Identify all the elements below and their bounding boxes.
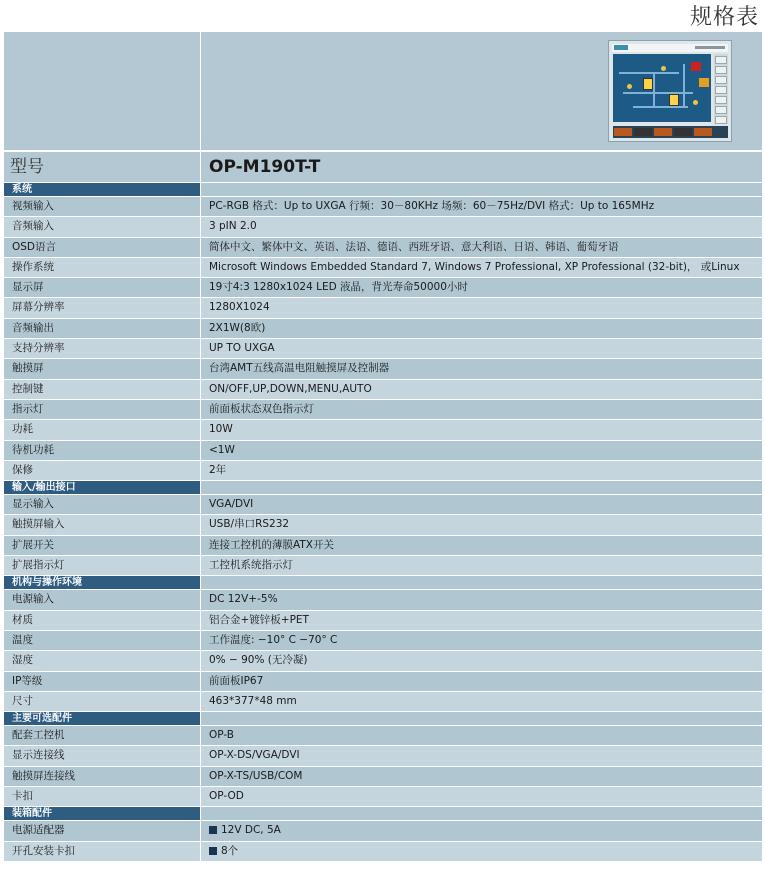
spec-label: 音频输入 <box>4 217 200 236</box>
spec-row <box>4 420 762 440</box>
spec-label: 保修 <box>4 461 200 480</box>
hero-right-cell <box>200 32 762 150</box>
spec-value: <1W <box>200 441 762 460</box>
spec-row <box>4 767 762 787</box>
spec-value: UP TO UXGA <box>200 339 762 358</box>
spec-row <box>4 380 762 400</box>
spec-label: 温度 <box>4 631 200 650</box>
spec-label: 支持分辨率 <box>4 339 200 358</box>
spec-value: 463*377*48 mm <box>200 692 762 711</box>
spec-label: 湿度 <box>4 651 200 670</box>
spec-value: 1280X1024 <box>200 298 762 317</box>
spec-label: 材质 <box>4 611 200 630</box>
spec-label: 功耗 <box>4 420 200 439</box>
spec-row <box>4 556 762 576</box>
spec-label: IP等级 <box>4 672 200 691</box>
spec-value: ON/OFF,UP,DOWN,MENU,AUTO <box>200 380 762 399</box>
spec-row <box>4 536 762 556</box>
spec-row <box>4 339 762 359</box>
spec-value: 0% − 90% (无冷凝) <box>200 651 762 670</box>
section-header <box>4 183 762 197</box>
model-label: 型号 <box>4 152 200 182</box>
spec-value: DC 12V+-5% <box>200 590 762 609</box>
spec-label: 视频输入 <box>4 197 200 216</box>
spec-row <box>4 461 762 481</box>
section-title: 系统 <box>4 183 200 196</box>
spec-row <box>4 258 762 278</box>
spec-value: OP-OD <box>200 787 762 806</box>
spec-label: 显示屏 <box>4 278 200 297</box>
spec-label: 触摸屏连接线 <box>4 767 200 786</box>
spec-label: 扩展开关 <box>4 536 200 555</box>
section-title: 机构与操作环境 <box>4 576 200 589</box>
spec-row <box>4 651 762 671</box>
spec-row <box>4 359 762 379</box>
spec-label: 待机功耗 <box>4 441 200 460</box>
spec-row <box>4 821 762 841</box>
spec-label: 触摸屏 <box>4 359 200 378</box>
spec-row <box>4 278 762 298</box>
section-title: 输入/输出接口 <box>4 481 200 494</box>
section-title: 装箱配件 <box>4 807 200 820</box>
spec-value: 前面板IP67 <box>200 672 762 691</box>
spec-value: PC-RGB 格式：Up to UXGA 行频：30－80KHz 场频：60－75Hz/DVI 格式：Up to 165MHz <box>200 197 762 216</box>
spec-value: 10W <box>200 420 762 439</box>
spec-value-text: 12V DC, 5A <box>221 824 281 837</box>
spec-row <box>4 400 762 420</box>
section-header-blank <box>200 183 762 196</box>
spec-row <box>4 217 762 237</box>
spec-value: OP-B <box>200 726 762 745</box>
spec-label: 屏幕分辨率 <box>4 298 200 317</box>
section-header <box>4 712 762 726</box>
spec-row <box>4 692 762 712</box>
spec-row <box>4 197 762 217</box>
spec-value: OP-X-DS/VGA/DVI <box>200 746 762 765</box>
spec-value: USB/串口RS232 <box>200 515 762 534</box>
spec-row <box>4 298 762 318</box>
model-value: OP-M190T-T <box>200 152 762 182</box>
spec-row <box>4 515 762 535</box>
spec-label: 电源输入 <box>4 590 200 609</box>
spec-label: 扩展指示灯 <box>4 556 200 575</box>
spec-value: 2X1W(8欧) <box>200 319 762 338</box>
section-header <box>4 807 762 821</box>
spec-label: 音频输出 <box>4 319 200 338</box>
spec-label: 卡扣 <box>4 787 200 806</box>
model-row <box>4 152 762 183</box>
spec-value <box>200 842 762 861</box>
section-header-blank <box>200 481 762 494</box>
spec-row <box>4 787 762 807</box>
spec-sections <box>4 183 762 862</box>
spec-value: 连接工控机的薄膜ATX开关 <box>200 536 762 555</box>
spec-row <box>4 590 762 610</box>
square-bullet-icon <box>209 847 217 855</box>
hero-left-cell <box>4 32 200 150</box>
spec-value: 2年 <box>200 461 762 480</box>
spec-label: 显示输入 <box>4 495 200 514</box>
section-header-blank <box>200 807 762 820</box>
spec-value: 铝合金+镀锌板+PET <box>200 611 762 630</box>
spec-value: 19寸4:3 1280x1024 LED 液晶，背光寿命50000小时 <box>200 278 762 297</box>
spec-row <box>4 726 762 746</box>
section-header-blank <box>200 712 762 725</box>
spec-row <box>4 672 762 692</box>
section-header-blank <box>200 576 762 589</box>
spec-label: 电源适配器 <box>4 821 200 840</box>
spec-value <box>200 821 762 840</box>
spec-label: 开孔安装卡扣 <box>4 842 200 861</box>
section-header <box>4 576 762 590</box>
spec-label: 控制键 <box>4 380 200 399</box>
spec-value: 工控机系统指示灯 <box>200 556 762 575</box>
spec-value-text: 8个 <box>221 844 239 857</box>
spec-value: OP-X-TS/USB/COM <box>200 767 762 786</box>
section-title: 主要可选配件 <box>4 712 200 725</box>
document-title: 规格表 <box>689 5 759 30</box>
spec-label: 触摸屏输入 <box>4 515 200 534</box>
spec-value: 前面板状态双色指示灯 <box>200 400 762 419</box>
spec-row <box>4 842 762 862</box>
spec-row <box>4 746 762 766</box>
spec-label: 操作系统 <box>4 258 200 277</box>
spec-label: 配套工控机 <box>4 726 200 745</box>
spec-label: 显示连接线 <box>4 746 200 765</box>
spec-value: VGA/DVI <box>200 495 762 514</box>
spec-value: 工作温度: −10° C −70° C <box>200 631 762 650</box>
spec-label: 指示灯 <box>4 400 200 419</box>
spec-row <box>4 611 762 631</box>
product-image-row <box>4 32 762 152</box>
spec-value: Microsoft Windows Embedded Standard 7, Windows 7 Professional, XP Professional (32-bit)， 或Linux <box>200 258 762 277</box>
spec-row <box>4 495 762 515</box>
spec-row <box>4 631 762 651</box>
spec-value: 简体中文、繁体中文、英语、法语、德语、西班牙语、意大利语、日语、韩语、葡萄牙语 <box>200 238 762 257</box>
spec-label: 尺寸 <box>4 692 200 711</box>
spec-row <box>4 319 762 339</box>
spec-row <box>4 238 762 258</box>
spec-value: 台湾AMT五线高温电阻触摸屏及控制器 <box>200 359 762 378</box>
square-bullet-icon <box>209 826 217 834</box>
spec-table <box>4 32 762 862</box>
hmi-panel-screenshot-icon <box>608 40 732 142</box>
spec-row <box>4 441 762 461</box>
spec-label: OSD语言 <box>4 238 200 257</box>
spec-value: 3 pIN 2.0 <box>200 217 762 236</box>
section-header <box>4 481 762 495</box>
